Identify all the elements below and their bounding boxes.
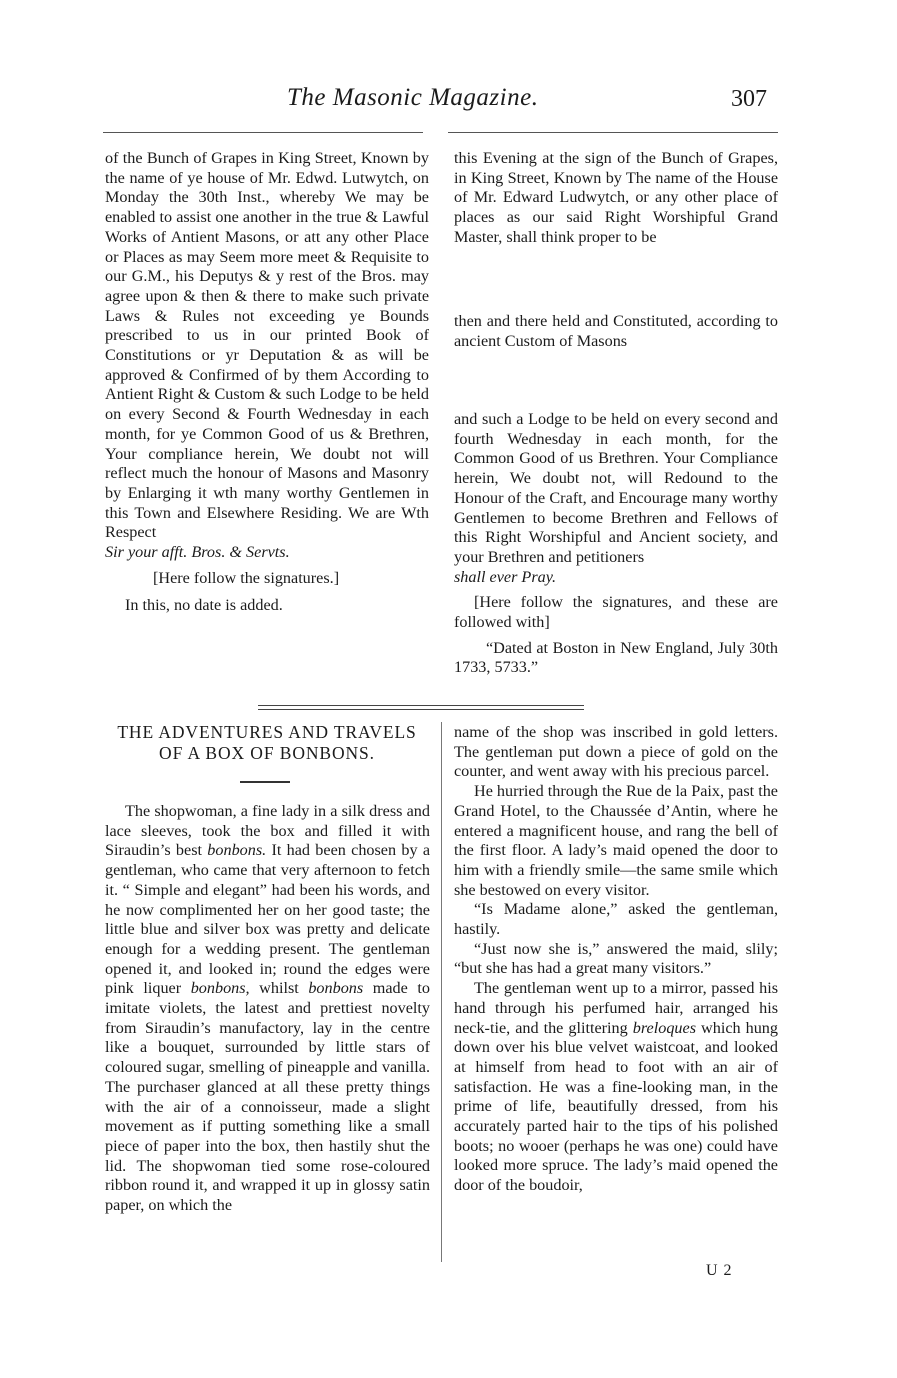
- no-date-note: In this, no date is added.: [125, 596, 283, 615]
- section-rule-top: [258, 705, 584, 706]
- article-right-column: [454, 723, 778, 1196]
- article-title: [103, 722, 431, 764]
- article-italic: bonbons.: [207, 841, 267, 860]
- letter-text-left: of the Bunch of Grapes in King Street, Known by the name of ye house of Mr. Edwd. Lutwytch, on Monday the 30th Inst., whereby We may be enabled to assist one another in the true & Lawful Works of Antient Masons, or att any other Place or Places as may Seem more meet & Requisite to our G.M., his Deputys & y rest of the Bros. may agree upon & then & there to make such private Laws & Rules not exceeding ye Bounds prescribed to us in our printed Book of Constitutions or yr Deputation & as will be approved & Confirmed of by them According to Antient Right & Custom & such Lodge to be held on every Second & Fourth Wednesday in each month, for ye Common Good of us & Brethren, Your compliance herein, We doubt not will reflect much the honour of Masons and Masonry by Enlarging it wth many worthy Gentlemen in this Town and Elsewhere Residing. We are Wth Respect: [105, 149, 429, 542]
- article-text: which hung down over his blue velvet waistcoat, and looked at himself from head to foot with an air of satisfaction. He was a fine-looking man, in the prime of life, beautifully dressed, from his accurately parted hair to the tips of his polished boots; no wooer (perhaps he was one) could have looked more spruce. The lady’s maid opened the door of the boudoir,: [454, 1018, 778, 1195]
- article-title-line-1: THE ADVENTURES AND TRAVELS: [117, 722, 417, 742]
- upper-right-block-b: [454, 312, 778, 351]
- dated-line: “Dated at Boston in New England, July 30th 1733, 5733.”: [454, 638, 778, 677]
- article-text: The shopwoman, a fine lady in a silk dress and lace sleeves, took the box and filled it with Siraudin’s best: [105, 802, 430, 860]
- petition-pray: shall ever Pray.: [454, 567, 557, 586]
- article-paragraph-3: “Is Madame alone,” asked the gentleman, hastily.: [454, 900, 778, 939]
- upper-left-column: [105, 149, 429, 616]
- article-paragraph-5: [454, 979, 778, 1196]
- article-text: The gentleman went up to a mirror, passed his hand through his perfumed hair, arranged his neck-tie, and the glittering: [454, 979, 778, 1037]
- page-number: 307: [731, 86, 767, 112]
- upper-right-block-c: [454, 410, 778, 678]
- top-rule-left: [103, 132, 423, 133]
- signatures-note-right: [Here follow the signatures, and these are followed with]: [454, 593, 778, 632]
- petition-text-b: then and there held and Constituted, according to ancient Custom of Masons: [454, 312, 778, 350]
- column-divider: [441, 722, 442, 1262]
- section-rule-bottom: [258, 709, 584, 710]
- page-header: [0, 84, 897, 124]
- article-paragraph-continued: name of the shop was inscribed in gold letters. The gentleman put down a piece of gold on the counter, and went away with his precious parcel.: [454, 723, 778, 781]
- article-italic: bonbons: [308, 979, 364, 998]
- article-paragraph-4: “Just now she is,” answered the maid, slily; “but she has had a great many visitors.”: [454, 939, 778, 978]
- article-left-column: [105, 802, 430, 1216]
- article-paragraph-2: He hurried through the Rue de la Paix, past the Grand Hotel, to the Chaussée d’Antin, where he entered a magnificent house, and rang the bell of the first floor. A lady’s maid opened the door to him with a friendly smile—the same smile which she bestowed on every visitor.: [454, 782, 778, 899]
- petition-text-c: and such a Lodge to be held on every second and fourth Wednesday in each month, for the Common Good of us Brethren. Your Compliance herein, We doubt not, will Redound to the Honour of the Craft, and Encourage many worthy Gentlemen to become Brethren and Fellows of this Right Worshipful and Ancient society, and your Brethren and petitioners: [454, 410, 778, 566]
- signature-mark: U 2: [706, 1262, 733, 1279]
- signatures-note-left: [Here follow the signatures.]: [153, 568, 340, 587]
- letter-sign-off: Sir your afft. Bros. & Servts.: [105, 543, 290, 562]
- article-text: made to imitate violets, the latest and prettiest novelty from Siraudin’s manufactory, lay in the centre like a bouquet, surrounded by little stars of coloured sugar, smelling of pineapple and vanilla. The purchaser glanced at all these pretty things with the air of a connoisseur, made a slight movement as if putting something like a small piece of paper into the box, then hastily shut the lid. The shopwoman tied some rose-coloured ribbon round it, and wrapped it up in glossy satin paper, on which the: [105, 979, 430, 1215]
- article-title-line-2: OF A BOX OF BONBONS.: [159, 743, 375, 763]
- article-text: whilst: [249, 979, 309, 998]
- article-text: It had been chosen by a gentleman, who came that very afternoon to fetch it. “ Simple and elegant” had been his words, and he now complimented her on her good taste; the little blue and silver box was pretty and delicate enough for a wedding present. The gentleman opened it, and looked in; round the edges were pink liquer: [105, 841, 431, 998]
- article-paragraph-1: [105, 802, 430, 1216]
- petition-text-a: this Evening at the sign of the Bunch of Grapes, in King Street, Known by The name of the House of Mr. Edward Ludwytch, or any other place of places as our said Right Worshipful Grand Master, shall think proper to be: [454, 149, 778, 246]
- top-rule-right: [448, 132, 778, 133]
- upper-right-block-a: [454, 149, 778, 248]
- title-short-rule: [240, 781, 290, 783]
- article-italic: breloques: [632, 1018, 697, 1037]
- article-italic: bonbons,: [190, 979, 250, 998]
- running-title: The Masonic Magazine.: [287, 84, 539, 111]
